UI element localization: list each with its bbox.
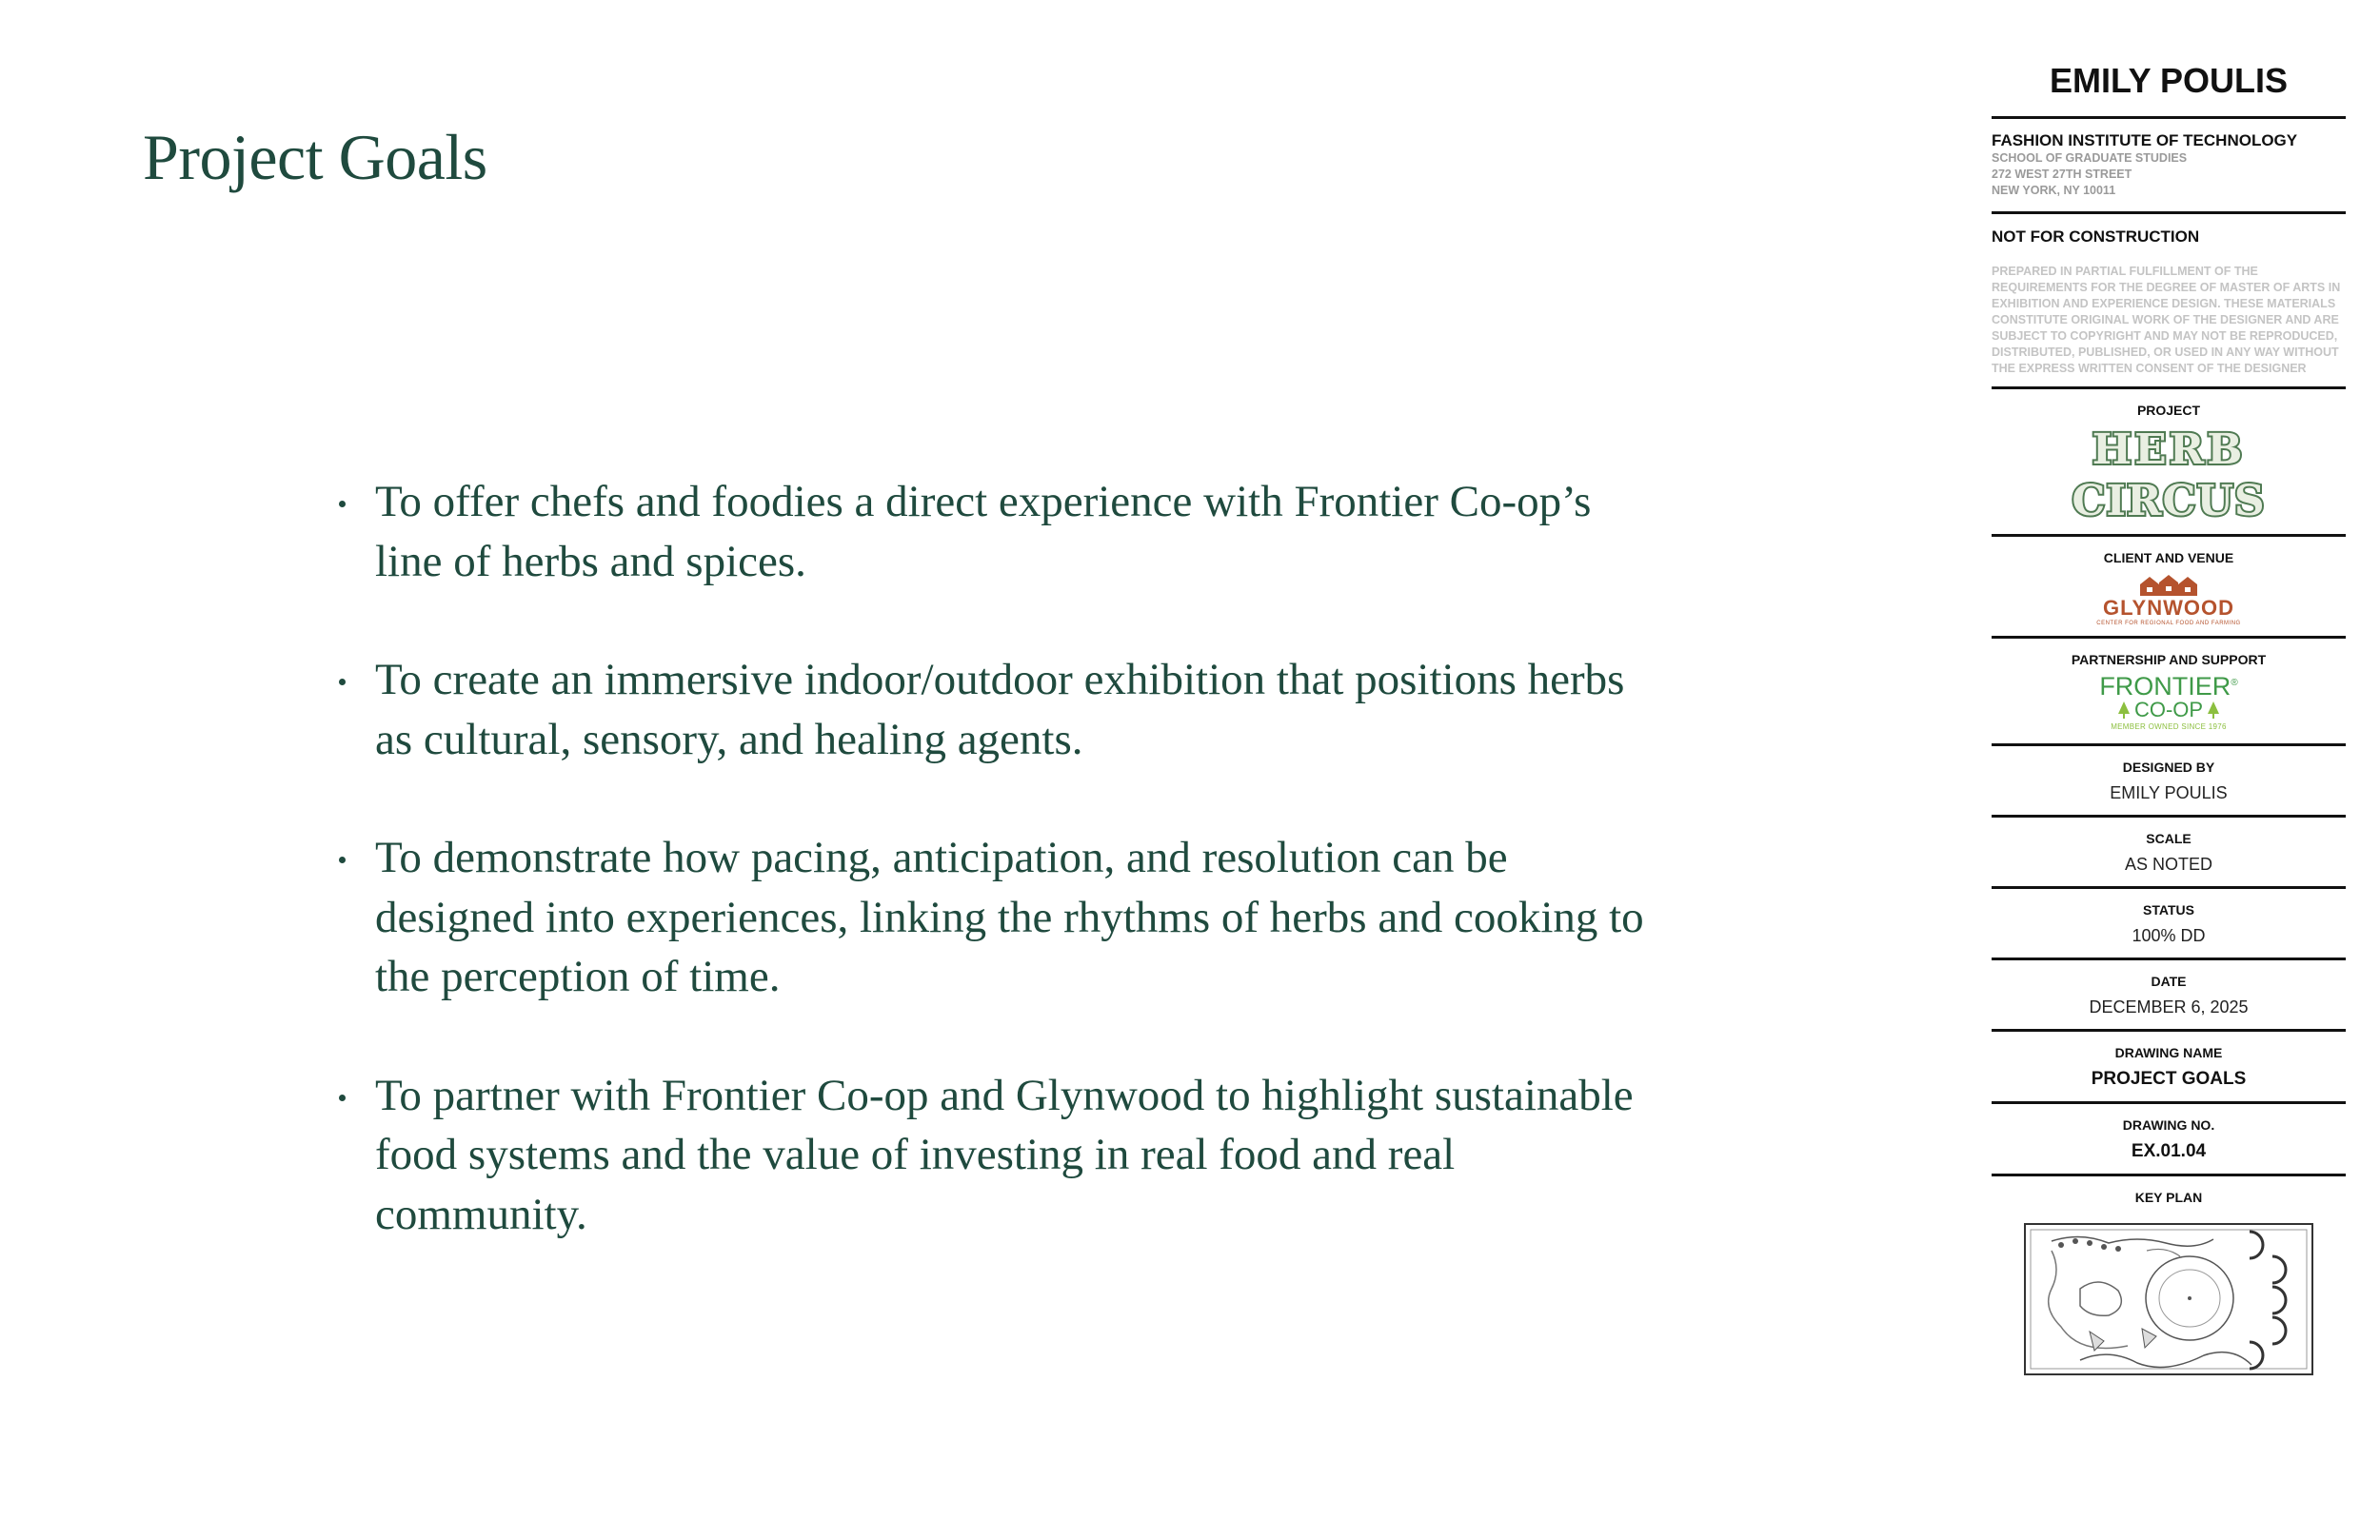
designed-by-cell	[1992, 746, 2346, 818]
status-value: 100% DD	[2132, 926, 2206, 945]
herb-circus-logo-line-2: CIRCUS	[2072, 477, 2266, 521]
drawing-number-cell	[1992, 1104, 2346, 1176]
glynwood-tagline: CENTER FOR REGIONAL FOOD AND FARMING	[2096, 621, 2241, 626]
drawing-number-label: DRAWING NO.	[2122, 1117, 2215, 1133]
glynwood-wordmark: GLYNWOOD	[2103, 596, 2234, 620]
drawing-name-value: PROJECT GOALS	[2091, 1069, 2247, 1089]
date-cell	[1992, 960, 2346, 1032]
institution-name: FASHION INSTITUTE OF TECHNOLOGY	[1992, 131, 2298, 149]
glynwood-logo	[1992, 565, 2346, 626]
school-info	[1992, 119, 2346, 214]
copyright-disclaimer: PREPARED IN PARTIAL FULFILLMENT OF THE REQUIREMENTS FOR THE DEGREE OF MASTER OF ARTS IN EXHIBITION AND EXPERIENCE DESIGN. THESE MATERIALS CONSTITUTE ORIGINAL WORK OF THE DESIGNER AND ARE SUBJECT TO COPYRIGHT AND MAY NOT BE REPRODUCED, DISTRIBUTED, PUBLISHED, OR USED IN ANY WAY WITHOUT THE EXPRESS WRITTEN CONSENT OF THE DESIGNER	[1992, 265, 2341, 375]
goal-item: To create an immersive indoor/outdoor exhibition that positions herbs as cultural, sensory, and healing agents.	[335, 650, 1668, 769]
designer-name-heading: EMILY POULIS	[1992, 53, 2346, 119]
goal-item: To demonstrate how pacing, anticipation, and resolution can be designed into experiences, linking the rhythms of herbs and cooking to the perception of time.	[335, 828, 1668, 1007]
goal-item: To offer chefs and foodies a direct experience with Frontier Co-op’s line of herbs and spices.	[335, 472, 1668, 591]
scale-cell	[1992, 818, 2346, 889]
partnership-label: PARTNERSHIP AND SUPPORT	[2071, 652, 2267, 667]
drawing-number-value: EX.01.04	[2131, 1141, 2207, 1161]
title-block	[1992, 53, 2346, 1376]
tree-icon	[2208, 701, 2219, 719]
not-for-construction-label: NOT FOR CONSTRUCTION	[1992, 227, 2200, 246]
page-title: Project Goals	[143, 121, 487, 193]
key-plan-drawing	[2023, 1222, 2314, 1376]
frontier-wordmark: FRONTIER	[2099, 672, 2231, 701]
drawing-name-label: DRAWING NAME	[2114, 1045, 2223, 1060]
drawing-name-cell	[1992, 1032, 2346, 1104]
frontier-coop-logo	[1992, 667, 2346, 734]
address-line-1: 272 WEST 27TH STREET	[1992, 168, 2132, 181]
status-label: STATUS	[2143, 902, 2194, 918]
frontier-tagline: MEMBER OWNED SINCE 1976	[2111, 722, 2227, 731]
goal-item: To partner with Frontier Co-op and Glynwood to highlight sustainable food systems and the value of investing in real food and real community.	[335, 1066, 1668, 1245]
key-plan-section	[1992, 1176, 2346, 1376]
school-name: SCHOOL OF GRADUATE STUDIES	[1992, 151, 2188, 165]
date-value: DECEMBER 6, 2025	[2089, 997, 2249, 1017]
barn-icon	[2138, 575, 2199, 596]
project-label: PROJECT	[2136, 403, 2201, 418]
project-cell	[1992, 389, 2346, 537]
project-goals-list	[335, 472, 1668, 1303]
herb-circus-logo-line-1: HERB	[2092, 425, 2246, 474]
designed-by-value: EMILY POULIS	[2110, 783, 2228, 802]
address-line-2: NEW YORK, NY 10011	[1992, 184, 2116, 197]
client-venue-label: CLIENT AND VENUE	[2103, 550, 2234, 565]
registered-mark: ®	[2231, 678, 2238, 688]
scale-value: AS NOTED	[2124, 855, 2212, 874]
tree-icon	[2118, 701, 2130, 719]
partnership-cell	[1992, 639, 2346, 746]
scale-label: SCALE	[2146, 831, 2192, 846]
herb-circus-logo	[1992, 418, 2346, 524]
coop-wordmark: CO-OP	[2133, 698, 2204, 721]
client-venue-cell	[1992, 537, 2346, 639]
key-plan-label: KEY PLAN	[2134, 1190, 2203, 1205]
status-cell	[1992, 889, 2346, 960]
date-label: DATE	[2151, 974, 2187, 989]
not-for-construction-section	[1992, 214, 2346, 389]
designed-by-label: DESIGNED BY	[2122, 760, 2215, 775]
